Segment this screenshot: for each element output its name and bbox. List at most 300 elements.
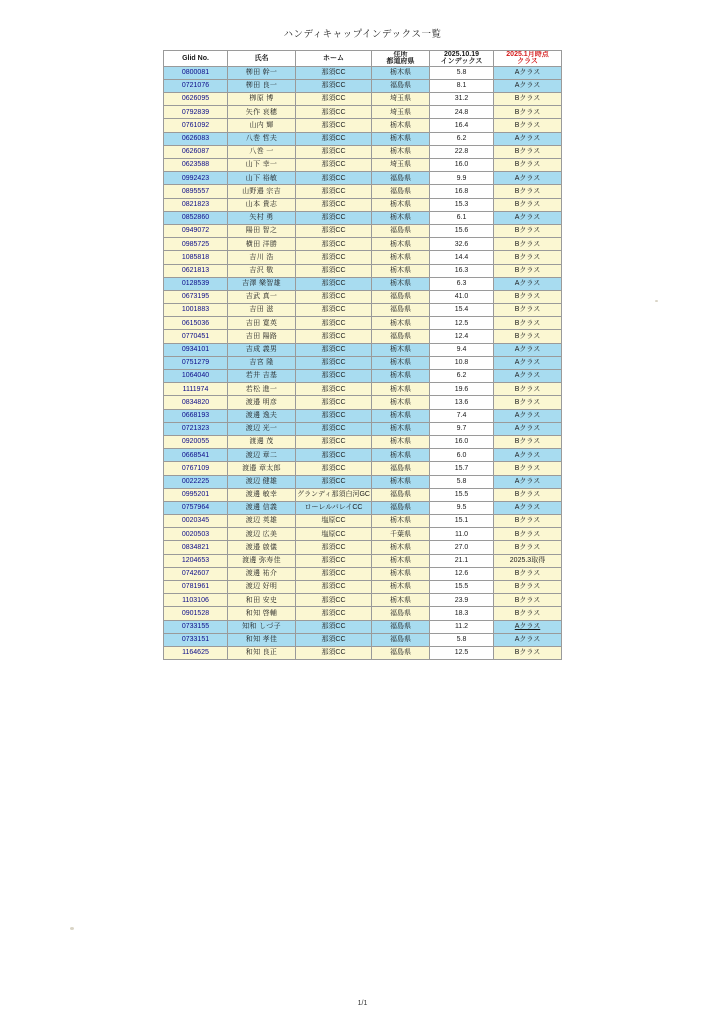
cell-prefecture: 栃木県 [372,119,430,132]
header-prefecture-line2: 都道府県 [386,58,415,66]
header-class-line1: 2025.1月時点 [506,51,549,58]
cell-home: 那須CC [296,554,372,567]
cell-name: 山下 幸一 [228,159,296,172]
cell-prefecture: 栃木県 [372,475,430,488]
cell-index: 13.6 [430,396,494,409]
cell-glid-no: 0020345 [164,515,228,528]
cell-name: 吉宮 隆 [228,356,296,369]
cell-class: Aクラス [494,343,562,356]
cell-class: Bクラス [494,567,562,580]
cell-class: Bクラス [494,435,562,448]
cell-index: 41.0 [430,290,494,303]
cell-index: 16.0 [430,435,494,448]
cell-name: 和知 啓輔 [228,607,296,620]
cell-class: Aクラス [494,356,562,369]
cell-home: 那須CC [296,119,372,132]
table-row [164,370,562,383]
table-row [164,172,562,185]
cell-glid-no: 1111974 [164,383,228,396]
cell-prefecture: 栃木県 [372,594,430,607]
cell-class: Bクラス [494,224,562,237]
cell-glid-no: 1064040 [164,370,228,383]
header-index-line2: インデックス [440,58,483,66]
cell-prefecture: 福島県 [372,185,430,198]
table-row [164,290,562,303]
cell-prefecture: 栃木県 [372,581,430,594]
cell-glid-no: 0920055 [164,435,228,448]
cell-prefecture: 福島県 [372,607,430,620]
cell-class: Bクラス [494,528,562,541]
cell-class: Bクラス [494,330,562,343]
cell-prefecture: 福島県 [372,501,430,514]
cell-glid-no: 0770451 [164,330,228,343]
cell-prefecture: 栃木県 [372,370,430,383]
cell-class: Bクラス [494,185,562,198]
table-row [164,396,562,409]
cell-home: 那須CC [296,343,372,356]
table-row [164,581,562,594]
cell-name: 渡邊 逸夫 [228,409,296,422]
cell-home: 那須CC [296,264,372,277]
cell-index: 6.2 [430,370,494,383]
table-row [164,607,562,620]
cell-glid-no: 0673195 [164,290,228,303]
cell-home: 那須CC [296,633,372,646]
table-row [164,620,562,633]
cell-index: 15.3 [430,198,494,211]
table-header-row [164,51,562,67]
cell-prefecture: 福島県 [372,462,430,475]
cell-name: 吉田 寛英 [228,317,296,330]
cell-glid-no: 0626087 [164,145,228,158]
cell-index: 22.8 [430,145,494,158]
cell-home: 那須CC [296,356,372,369]
cell-name: 横田 洋勝 [228,238,296,251]
cell-home: 那須CC [296,238,372,251]
cell-index: 5.8 [430,633,494,646]
cell-glid-no: 0901528 [164,607,228,620]
table-row [164,356,562,369]
cell-index: 14.4 [430,251,494,264]
cell-name: 渡邉 章太郎 [228,462,296,475]
cell-prefecture: 福島県 [372,172,430,185]
cell-index: 12.6 [430,567,494,580]
cell-name: 山内 輝 [228,119,296,132]
cell-index: 12.5 [430,317,494,330]
table-row [164,475,562,488]
cell-glid-no: 0995201 [164,488,228,501]
cell-name: 山本 貴志 [228,198,296,211]
header-name: 氏名 [228,51,296,67]
table-row [164,211,562,224]
cell-prefecture: 福島県 [372,304,430,317]
cell-glid-no: 0721323 [164,422,228,435]
cell-index: 16.0 [430,159,494,172]
cell-glid-no: 0992423 [164,172,228,185]
cell-glid-no: 0721076 [164,79,228,92]
cell-name: 八巻 哲夫 [228,132,296,145]
cell-index: 16.3 [430,264,494,277]
table-row [164,79,562,92]
cell-class: Aクラス [494,501,562,514]
table-row [164,106,562,119]
cell-index: 6.1 [430,211,494,224]
cell-index: 12.5 [430,646,494,659]
cell-home: 那須CC [296,106,372,119]
cell-class: Bクラス [494,607,562,620]
cell-index: 15.5 [430,581,494,594]
cell-prefecture: 栃木県 [372,515,430,528]
cell-class: Bクラス [494,119,562,132]
cell-glid-no: 0792839 [164,106,228,119]
cell-name: 山野邉 宗吉 [228,185,296,198]
cell-home: 那須CC [296,435,372,448]
cell-index: 24.8 [430,106,494,119]
cell-prefecture: 栃木県 [372,449,430,462]
table-row [164,646,562,659]
cell-index: 9.4 [430,343,494,356]
cell-glid-no: 0623588 [164,159,228,172]
cell-glid-no: 0020503 [164,528,228,541]
cell-prefecture: 栃木県 [372,422,430,435]
cell-index: 15.1 [430,515,494,528]
cell-prefecture: 栃木県 [372,343,430,356]
cell-class: Bクラス [494,317,562,330]
cell-glid-no: 0852860 [164,211,228,224]
cell-home: 那須CC [296,277,372,290]
table-row [164,541,562,554]
cell-prefecture: 埼玉県 [372,159,430,172]
cell-glid-no: 0626083 [164,132,228,145]
scan-speck [655,300,658,302]
cell-class: Bクラス [494,251,562,264]
cell-name: 吉川 浩 [228,251,296,264]
cell-prefecture: 栃木県 [372,251,430,264]
cell-class: Aクラス [494,172,562,185]
cell-prefecture: 栃木県 [372,66,430,79]
table-row [164,277,562,290]
cell-class: Bクラス [494,304,562,317]
cell-class: Bクラス [494,198,562,211]
cell-glid-no: 1164625 [164,646,228,659]
cell-home: 那須CC [296,290,372,303]
cell-home: グランディ那須白河GC [296,488,372,501]
table-row [164,594,562,607]
cell-class: Bクラス [494,145,562,158]
cell-name: 渡辺 章二 [228,449,296,462]
cell-prefecture: 栃木県 [372,211,430,224]
cell-home: 那須CC [296,396,372,409]
cell-name: 山下 裕敏 [228,172,296,185]
cell-class: Bクラス [494,646,562,659]
table-row [164,488,562,501]
table-row [164,462,562,475]
table-row [164,449,562,462]
cell-glid-no: 0626095 [164,93,228,106]
cell-index: 15.5 [430,488,494,501]
cell-home: 那須CC [296,317,372,330]
table-row [164,264,562,277]
cell-class: Aクラス [494,449,562,462]
cell-prefecture: 福島県 [372,488,430,501]
cell-prefecture: 福島県 [372,330,430,343]
cell-prefecture: 栃木県 [372,383,430,396]
cell-class: Bクラス [494,581,562,594]
cell-home: 那須CC [296,409,372,422]
cell-glid-no: 0621813 [164,264,228,277]
cell-glid-no: 0821823 [164,198,228,211]
table-row [164,422,562,435]
cell-index: 6.2 [430,132,494,145]
cell-home: 那須CC [296,541,372,554]
table-row [164,409,562,422]
cell-glid-no: 0834820 [164,396,228,409]
cell-home: 塩原CC [296,528,372,541]
table-row [164,383,562,396]
cell-name: 栁田 良一 [228,79,296,92]
cell-name: 渡辺 光一 [228,422,296,435]
cell-home: 那須CC [296,172,372,185]
table-row [164,515,562,528]
cell-glid-no: 0668193 [164,409,228,422]
cell-home: 那須CC [296,594,372,607]
cell-home: 那須CC [296,620,372,633]
cell-name: 和知 良正 [228,646,296,659]
cell-home: 那須CC [296,370,372,383]
cell-prefecture: 栃木県 [372,198,430,211]
cell-index: 6.0 [430,449,494,462]
cell-prefecture: 栃木県 [372,409,430,422]
cell-glid-no: 0615036 [164,317,228,330]
cell-home: 那須CC [296,304,372,317]
cell-name: 知和 しづ子 [228,620,296,633]
cell-glid-no: 0733155 [164,620,228,633]
cell-name: 渡邊 敏幸 [228,488,296,501]
cell-prefecture: 栃木県 [372,567,430,580]
table-row [164,304,562,317]
cell-name: 渡邊 信義 [228,501,296,514]
cell-home: 那須CC [296,581,372,594]
cell-prefecture: 栃木県 [372,317,430,330]
cell-name: 栁原 博 [228,93,296,106]
cell-class: Aクラス [494,409,562,422]
cell-class: Bクラス [494,159,562,172]
table-header [164,51,562,67]
cell-index: 5.8 [430,475,494,488]
table-row [164,567,562,580]
cell-prefecture: 栃木県 [372,277,430,290]
cell-class: Bクラス [494,541,562,554]
cell-class: Aクラス [494,422,562,435]
header-class [494,51,562,67]
cell-prefecture: 栃木県 [372,396,430,409]
cell-home: 那須CC [296,422,372,435]
cell-index: 15.4 [430,304,494,317]
cell-name: 渡邊 祐介 [228,567,296,580]
table-row [164,343,562,356]
cell-glid-no: 0767109 [164,462,228,475]
cell-index: 9.7 [430,422,494,435]
cell-home: 那須CC [296,93,372,106]
table-row [164,93,562,106]
table-row [164,528,562,541]
cell-prefecture: 栃木県 [372,145,430,158]
table-row [164,66,562,79]
cell-name: 和知 孝佳 [228,633,296,646]
cell-glid-no: 1085818 [164,251,228,264]
table-row [164,251,562,264]
cell-index: 5.8 [430,66,494,79]
cell-name: 渡邊 茂 [228,435,296,448]
cell-home: 那須CC [296,66,372,79]
table-row [164,159,562,172]
cell-index: 16.8 [430,185,494,198]
cell-home: 那須CC [296,79,372,92]
cell-index: 27.0 [430,541,494,554]
table-row [164,198,562,211]
cell-prefecture: 福島県 [372,224,430,237]
cell-name: 吉成 義男 [228,343,296,356]
scan-speck [70,927,74,930]
cell-class: Aクラス [494,633,562,646]
cell-name: 若井 吉基 [228,370,296,383]
cell-prefecture: 千葉県 [372,528,430,541]
cell-glid-no: 0934101 [164,343,228,356]
cell-index: 11.2 [430,620,494,633]
cell-glid-no: 0834821 [164,541,228,554]
cell-class: Bクラス [494,594,562,607]
cell-name: 陽田 智之 [228,224,296,237]
cell-home: 那須CC [296,224,372,237]
cell-glid-no: 0895557 [164,185,228,198]
cell-prefecture: 栃木県 [372,264,430,277]
cell-class: Bクラス [494,396,562,409]
cell-glid-no: 0668541 [164,449,228,462]
cell-glid-no: 1103106 [164,594,228,607]
cell-home: 塩原CC [296,515,372,528]
cell-home: 那須CC [296,159,372,172]
cell-name: 吉田 滋 [228,304,296,317]
cell-glid-no: 0751279 [164,356,228,369]
cell-index: 16.4 [430,119,494,132]
cell-home: 那須CC [296,567,372,580]
header-prefecture [372,51,430,67]
table-row [164,119,562,132]
cell-home: 那須CC [296,251,372,264]
cell-prefecture: 埼玉県 [372,93,430,106]
cell-name: 渡邉 啟儀 [228,541,296,554]
cell-glid-no: 0128539 [164,277,228,290]
cell-class: Bクラス [494,515,562,528]
cell-index: 8.1 [430,79,494,92]
page-title: ハンディキャップインデックス一覧 [283,29,442,40]
cell-class: Bクラス [494,106,562,119]
cell-class: Bクラス [494,264,562,277]
header-index-line1: 2025.10.19 [443,51,480,58]
cell-glid-no: 0733151 [164,633,228,646]
table-row [164,145,562,158]
cell-name: 吉武 真一 [228,290,296,303]
cell-prefecture: 福島県 [372,620,430,633]
cell-class: 2025.3取得 [494,554,562,567]
cell-index: 7.4 [430,409,494,422]
cell-class: Bクラス [494,383,562,396]
cell-prefecture: 栃木県 [372,554,430,567]
cell-index: 18.3 [430,607,494,620]
cell-index: 9.9 [430,172,494,185]
cell-index: 11.0 [430,528,494,541]
cell-name: 渡辺 健雄 [228,475,296,488]
cell-index: 32.6 [430,238,494,251]
cell-name: 八巻 一 [228,145,296,158]
cell-index: 15.6 [430,224,494,237]
table-row [164,554,562,567]
cell-class: Aクラス [494,211,562,224]
table-row [164,633,562,646]
cell-class: Aクラス [494,277,562,290]
handicap-table-container [163,50,561,660]
table-row [164,501,562,514]
cell-name: 和田 安史 [228,594,296,607]
cell-name: 栁田 幹一 [228,66,296,79]
cell-prefecture: 埼玉県 [372,106,430,119]
cell-prefecture: 栃木県 [372,238,430,251]
cell-name: 矢村 勇 [228,211,296,224]
cell-index: 6.3 [430,277,494,290]
cell-home: 那須CC [296,198,372,211]
cell-class: Bクラス [494,238,562,251]
cell-home: 那須CC [296,646,372,659]
cell-index: 23.9 [430,594,494,607]
cell-glid-no: 0800081 [164,66,228,79]
cell-index: 19.6 [430,383,494,396]
cell-glid-no: 0985725 [164,238,228,251]
cell-index: 31.2 [430,93,494,106]
cell-class: Aクラス [494,370,562,383]
cell-home: 那須CC [296,607,372,620]
table-row [164,185,562,198]
cell-home: 那須CC [296,462,372,475]
cell-name: 渡辺 広美 [228,528,296,541]
cell-home: 那須CC [296,132,372,145]
header-prefecture-line1: 住所 [393,51,408,58]
cell-class: Aクラス [494,475,562,488]
cell-class: Bクラス [494,488,562,501]
cell-index: 15.7 [430,462,494,475]
cell-name: 渡辺 好明 [228,581,296,594]
cell-home: 那須CC [296,475,372,488]
cell-name: 吉澤 樂智雄 [228,277,296,290]
cell-home: 那須CC [296,330,372,343]
cell-name: 渡邊 弥寿佳 [228,554,296,567]
cell-name: 若松 進一 [228,383,296,396]
cell-name: 吉沢 敬 [228,264,296,277]
cell-name: 吉田 陽路 [228,330,296,343]
header-gid: Glid No. [164,51,228,67]
cell-index: 21.1 [430,554,494,567]
cell-glid-no: 0757964 [164,501,228,514]
cell-prefecture: 栃木県 [372,356,430,369]
cell-home: 那須CC [296,185,372,198]
cell-home: 那須CC [296,449,372,462]
cell-prefecture: 福島県 [372,290,430,303]
cell-home: 那須CC [296,211,372,224]
cell-home: 那須CC [296,145,372,158]
cell-index: 10.8 [430,356,494,369]
handicap-index-table [163,50,562,660]
cell-prefecture: 福島県 [372,646,430,659]
cell-class: Aクラス [494,620,562,633]
